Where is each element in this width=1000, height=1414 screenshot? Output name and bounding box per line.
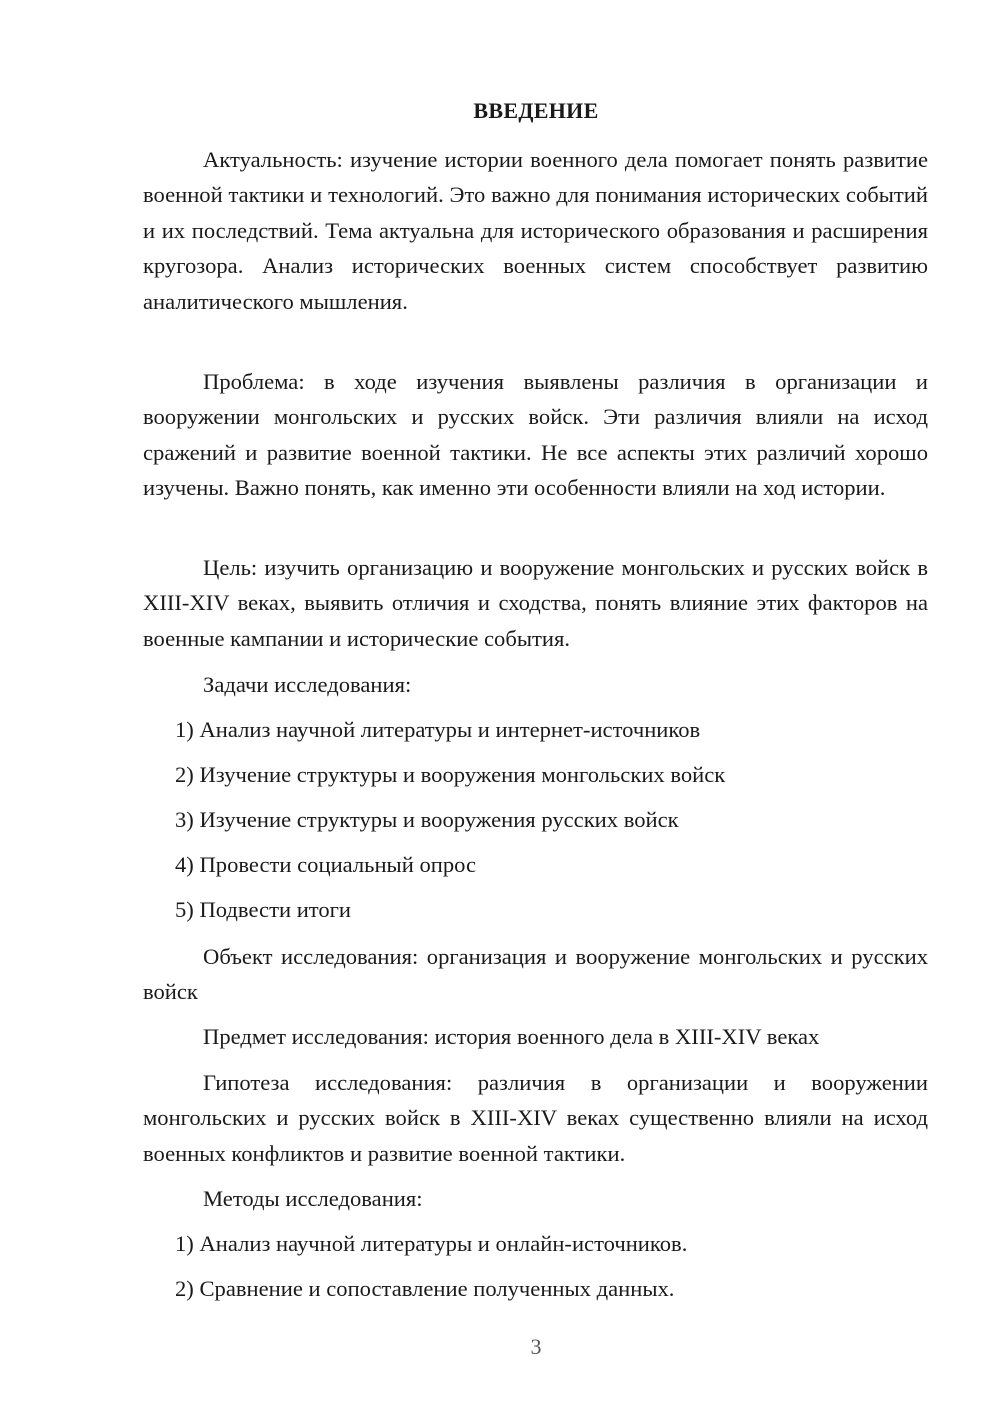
goal-paragraph: Цель: изучить организацию и вооружение монгольских и русских войск в XIII-XIV веках, выявить отличия и сходства, понять влияние этих факторов на военные кампании и исторические события.	[143, 555, 928, 651]
task-item: 3) Изучение структуры и вооружения русских войск	[175, 807, 679, 832]
problem-paragraph: Проблема: в ходе изучения выявлены различия в организации и вооружении монгольских и русских войск. Эти различия влияли на исход сражений и развитие военной тактики. Не все аспекты этих различий хорошо изучены. Важно понять, как именно эти особенности влияли на ход истории.	[143, 369, 928, 501]
subject-paragraph: Предмет исследования: история военного дела в XIII-XIV веках	[203, 1024, 820, 1049]
page-number: 3	[530, 1334, 542, 1359]
hypothesis-paragraph: Гипотеза исследования: различия в организации и вооружении монгольских и русских войск в XIII-XIV веках существенно влияли на исход военных конфликтов и развитие военной тактики.	[143, 1070, 928, 1166]
relevance-paragraph: Актуальность: изучение истории военного дела помогает понять развитие военной тактики и технологий. Это важно для понимания исторических событий и их последствий. Тема актуальна для исторического образования и расширения кругозора. Анализ исторических военных систем способствует развитию аналитического мышления.	[143, 147, 928, 314]
method-item: 1) Анализ научной литературы и онлайн-источников.	[175, 1231, 688, 1256]
task-item: 5) Подвести итоги	[175, 897, 352, 922]
object-paragraph: Объект исследования: организация и вооружение монгольских и русских войск	[143, 944, 928, 1005]
task-item: 2) Изучение структуры и вооружения монгольских войск	[175, 762, 726, 787]
task-item: 4) Провести социальный опрос	[175, 852, 477, 877]
tasks-label: Задачи исследования:	[203, 672, 412, 697]
methods-label: Методы исследования:	[203, 1186, 423, 1211]
page-title: ВВЕДЕНИЕ	[473, 98, 599, 123]
method-item: 2) Сравнение и сопоставление полученных данных.	[175, 1276, 675, 1301]
task-item: 1) Анализ научной литературы и интернет-источников	[175, 717, 701, 742]
